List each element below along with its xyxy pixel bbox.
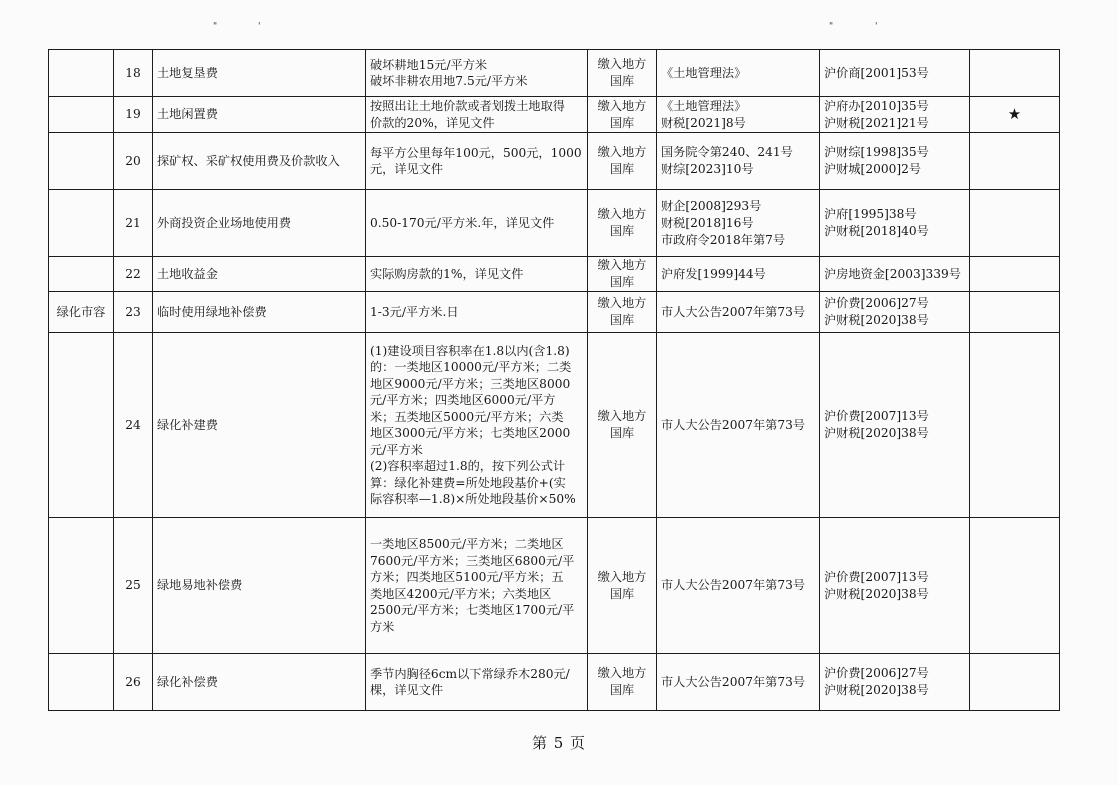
item-number: 25 [114,518,153,654]
local-basis-line: 沪财城[2000]2号 [824,162,922,176]
local-basis-line: 沪府[1995]38号 [824,207,917,221]
charge-standard-line: 棵，详见文件 [370,683,444,697]
local-basis-line: 沪财税[2020]38号 [824,426,929,440]
scan-mark: ' [875,22,878,32]
scan-mark: " [213,22,218,32]
charge-standard-line: 地区3000元/平方米；七类地区2000 [370,426,571,440]
item-number: 18 [114,50,153,97]
note-cell [970,50,1060,97]
table-row [49,257,1060,292]
national-basis-line: 《土地管理法》 [661,98,747,113]
national-basis-line: 财企[2008]293号 [661,198,762,213]
charge-standard [366,50,588,97]
destination-cell [588,518,657,654]
category-cell [49,518,114,654]
national-basis-line: 财税[2018]16号 [661,215,754,230]
note-cell: ★ [970,97,1060,133]
charge-standard [366,654,588,711]
fee-name: 绿地易地补偿费 [153,518,366,654]
local-basis-line: 沪财税[2021]21号 [824,115,929,130]
charge-standard [366,97,588,133]
table-row [49,97,1060,133]
charge-standard-line: 2500元/平方米；七类地区1700元/平 [370,603,575,617]
national-basis-line: 市人大公告2007年第73号 [661,674,806,689]
note-cell [970,133,1060,190]
local-basis [820,654,970,711]
category-cell [49,654,114,711]
destination-cell-line: 国库 [609,162,635,176]
charge-standard-line: 实际购房款的1%，详见文件 [370,266,524,281]
charge-standard-line: 际容积率—1.8)×所处地段基价×50% [370,492,576,506]
destination-cell-line: 缴入地方 [597,258,647,272]
table-row [49,333,1060,518]
fee-name: 探矿权、采矿权使用费及价款收入 [153,133,366,190]
fee-name: 土地闲置费 [153,97,366,133]
national-basis [657,190,820,257]
destination-cell-line: 缴入地方 [597,145,647,159]
charge-standard-line: 0.50-170元/平方米.年，详见文件 [370,215,555,230]
national-basis-line: 市人大公告2007年第73号 [661,578,806,592]
national-basis [657,97,820,133]
table-row [49,50,1060,97]
national-basis-line: 《土地管理法》 [661,65,747,80]
note-cell [970,654,1060,711]
charge-standard-line: 价款的20%，详见文件 [370,115,495,130]
destination-cell-line: 缴入地方 [597,569,647,584]
charge-standard-line: 方米 [370,619,395,634]
destination-cell-line: 国库 [609,74,635,88]
local-basis [820,97,970,133]
table-row [49,518,1060,654]
fee-name: 土地收益金 [153,257,366,292]
charge-standard-line: (2)容积率超过1.8的，按下列公式计 [370,459,566,473]
charge-standard-line: 季节内胸径6cm以下常绿乔木280元/ [370,666,570,681]
charge-standard-line: 元，详见文件 [370,162,444,176]
national-basis [657,257,820,292]
scan-mark: " [829,22,834,32]
destination-cell [588,333,657,518]
local-basis [820,133,970,190]
charge-standard-line: 元/平方米 [370,442,423,457]
note-cell [970,257,1060,292]
charge-standard-line: 一类地区8500元/平方米；二类地区 [370,537,564,551]
category-cell [49,97,114,133]
charge-standard-line: 地区9000元/平方米；三类地区8000 [370,376,571,391]
national-basis [657,133,820,190]
charge-standard [366,257,588,292]
charge-standard-line: 米；五类地区5000元/平方米；六类 [370,409,564,424]
fee-name: 绿化补偿费 [153,654,366,711]
local-basis-line: 沪财综[1998]35号 [824,145,929,159]
local-basis [820,190,970,257]
destination-cell-line: 国库 [609,586,635,601]
destination-cell-line: 国库 [609,224,635,238]
destination-cell-line: 缴入地方 [597,409,647,423]
national-basis-line: 沪府发[1999]44号 [661,266,766,281]
national-basis [657,50,820,97]
charge-standard-line: 类地区4200元/平方米；六类地区 [370,586,552,601]
item-number: 21 [114,190,153,257]
note-cell [970,518,1060,654]
charge-standard [366,292,588,333]
scan-mark: ' [258,22,261,32]
charge-standard-line: 破坏耕地15元/平方米 [370,57,488,72]
destination-cell [588,654,657,711]
destination-cell-line: 国库 [609,426,635,440]
national-basis-line: 市人大公告2007年第73号 [661,417,806,432]
charge-standard-line: 算：绿化补建费=所处地段基价+(实 [370,475,566,490]
charge-standard-line: 1-3元/平方米.日 [370,304,459,319]
local-basis [820,50,970,97]
item-number: 20 [114,133,153,190]
destination-cell-line: 缴入地方 [597,207,647,221]
fee-name: 临时使用绿地补偿费 [153,292,366,333]
destination-cell [588,292,657,333]
local-basis-line: 沪价费[2006]27号 [824,296,929,310]
national-basis-line: 市人大公告2007年第73号 [661,304,806,319]
destination-cell [588,257,657,292]
destination-cell-line: 国库 [609,313,635,327]
national-basis-line: 财综[2023]10号 [661,162,754,176]
destination-cell-line: 缴入地方 [597,98,647,113]
destination-cell-line: 缴入地方 [597,296,647,310]
local-basis-line: 沪价商[2001]53号 [824,65,929,80]
category-cell: 绿化市容 [49,292,114,333]
charge-standard [366,333,588,518]
charge-standard-line: 的：一类地区10000元/平方米；二类 [370,360,572,374]
national-basis [657,518,820,654]
local-basis-line: 沪财税[2020]38号 [824,313,929,327]
local-basis [820,292,970,333]
category-cell [49,50,114,97]
charge-standard-line: 破坏非耕农用地7.5元/平方米 [370,74,528,88]
table-row [49,190,1060,257]
category-cell [49,133,114,190]
local-basis-line: 沪财税[2020]38号 [824,683,929,697]
table-row [49,292,1060,333]
local-basis-line: 沪价费[2006]27号 [824,666,929,680]
item-number: 24 [114,333,153,518]
charge-standard-line: 按照出让土地价款或者划拨土地取得 [370,99,565,113]
national-basis-line: 国务院令第240、241号 [661,145,793,159]
category-cell [49,190,114,257]
fee-name: 外商投资企业场地使用费 [153,190,366,257]
national-basis-line: 财税[2021]8号 [661,115,746,130]
note-cell [970,292,1060,333]
item-number: 19 [114,97,153,133]
destination-cell-line: 缴入地方 [597,666,647,680]
destination-cell [588,50,657,97]
charge-standard-line: 7600元/平方米；三类地区6800元/平 [370,553,575,568]
local-basis-line: 沪价费[2007]13号 [824,569,929,584]
local-basis [820,518,970,654]
charge-standard [366,133,588,190]
charge-standard-line: 元/平方米；四类地区6000元/平方 [370,393,556,407]
table-row [49,133,1060,190]
local-basis-line: 沪财税[2018]40号 [824,224,929,238]
local-basis [820,257,970,292]
category-cell [49,333,114,518]
fee-name: 绿化补建费 [153,333,366,518]
table-row [49,654,1060,711]
national-basis-line: 市政府令2018年第7号 [661,232,786,247]
destination-cell-line: 国库 [609,683,635,697]
local-basis-line: 沪价费[2007]13号 [824,409,929,423]
destination-cell [588,133,657,190]
charge-standard-line: 每平方公里每年100元，500元，1000 [370,145,582,160]
local-basis-line: 沪房地资金[2003]339号 [824,266,961,281]
destination-cell-line: 国库 [609,275,635,289]
charge-standard [366,518,588,654]
fee-table [48,49,1060,711]
national-basis [657,292,820,333]
destination-cell-line: 缴入地方 [597,57,647,71]
destination-cell-line: 国库 [609,115,635,130]
national-basis [657,654,820,711]
item-number: 22 [114,257,153,292]
item-number: 23 [114,292,153,333]
note-cell [970,190,1060,257]
local-basis-line: 沪财税[2020]38号 [824,586,929,601]
category-cell [49,257,114,292]
destination-cell [588,190,657,257]
charge-standard-line: (1)建设项目容积率在1.8以内(含1.8) [370,343,570,358]
local-basis [820,333,970,518]
fee-name: 土地复垦费 [153,50,366,97]
charge-standard [366,190,588,257]
destination-cell [588,97,657,133]
note-cell [970,333,1060,518]
charge-standard-line: 方米；四类地区5100元/平方米；五 [370,570,564,584]
national-basis [657,333,820,518]
item-number: 26 [114,654,153,711]
local-basis-line: 沪府办[2010]35号 [824,98,929,113]
page-number: 第 5 页 [531,734,587,752]
